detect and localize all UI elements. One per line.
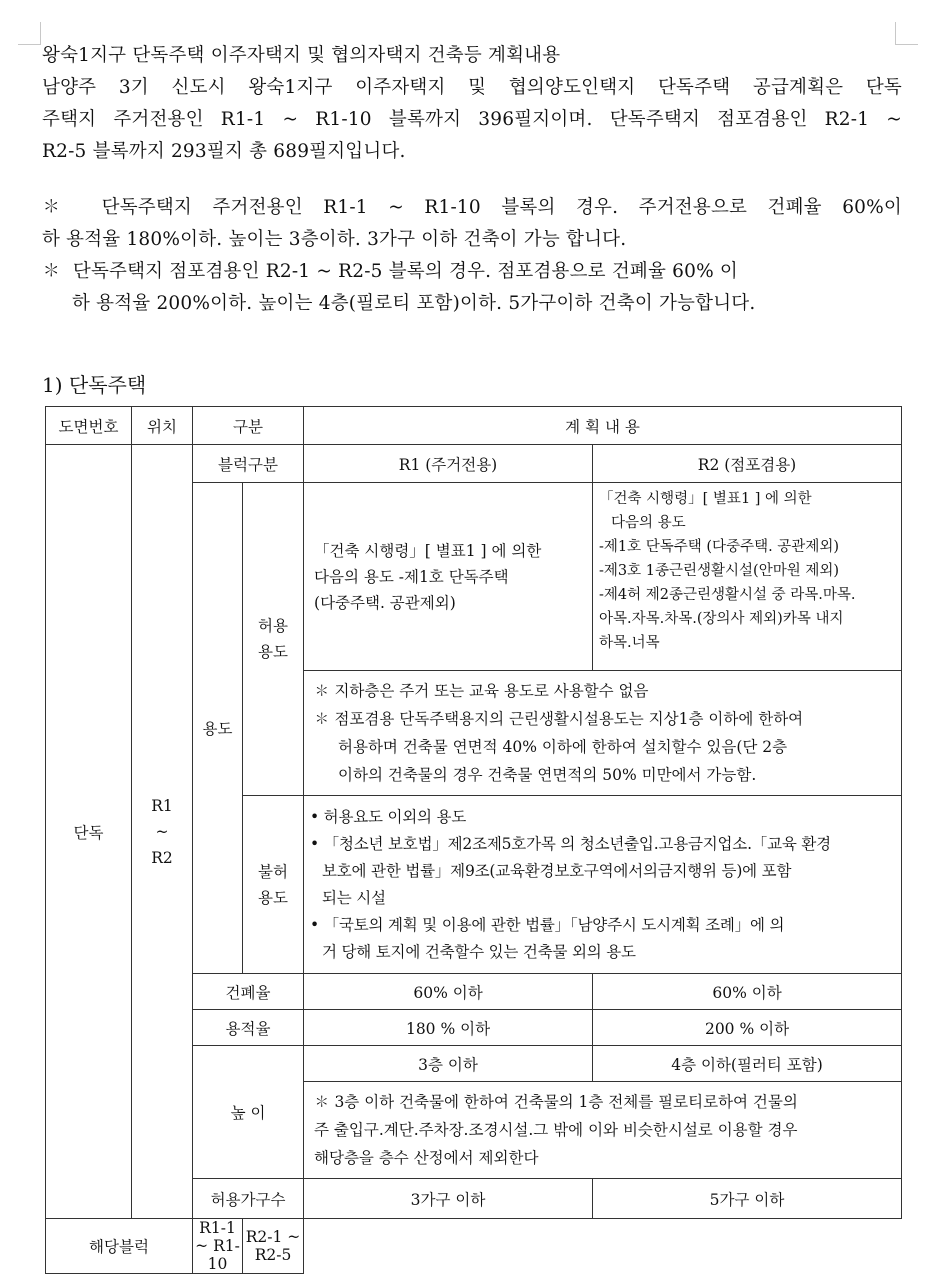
far-label: 용적율 [193,1010,304,1046]
allowed-label-line: 허용 [258,617,288,635]
households-label: 허용가구수 [193,1179,304,1219]
forbidden-line: • 「청소년 보호법」제2조제5호가목 의 청소년출입.고용금지업소.「교육 환경 [310,834,831,853]
asterisk-mark: ✽ [42,197,61,218]
height-note-cell [304,1082,902,1179]
drawing-value-cell: 단독 [46,445,132,1219]
block-r2: R2 (점포겸용) [593,445,902,483]
allowed-r2-line: 아목.자목.차목.(장의사 제외)카목 내지 [599,611,844,627]
location-line: R1 [151,796,173,815]
note-r1-text: 단독주택지 주거전용인 R1-1 ~ R1-10 블록의 경우. 주거전용으로 건폐율 60%이 [101,197,903,218]
plan-table [45,406,902,1274]
block-r1: R1 (주거전용) [304,445,593,483]
height-note-line: ✽ 3층 이하 건축물에 한하여 건축물의 1층 전체를 필로티로하여 건물의 [314,1093,798,1111]
note-r1-line: 하 용적율 180%이하. 높이는 3층이하. 3가구 이하 건축이 가능 합니다. [42,229,627,250]
households-r2: 5가구 이하 [593,1179,902,1219]
forbidden-line: 되는 시설 [322,888,386,907]
allowed-note-line: 이하의 건축물의 경우 건축물 연면적의 50% 미만에서 가능함. [338,766,757,784]
page-corner-mark-left [18,22,41,45]
allowed-r1-cell [304,483,593,671]
allowed-r2-line: -제1호 단독주택 (다중주택. 공관제외) [599,539,839,555]
document-heading: 왕숙1지구 단독주택 이주자택지 및 협의자택지 건축등 계획내용 [42,45,561,66]
use-label: 용도 [193,483,243,974]
block-label: 블럭구분 [193,445,304,483]
header-plan: 계 획 내 용 [304,407,902,445]
header-location: 위치 [132,407,193,445]
allowed-r2-line: -제4허 제2종근린생활시설 중 라목.마목. [599,587,856,603]
location-line: R2 [151,848,173,867]
allowed-note-line: ✽ 지하층은 주거 또는 교육 용도로 사용할수 없음 [314,682,649,700]
forbidden-label-line: 용도 [258,888,288,907]
intro-paragraph-line: 남양주 3기 신도시 왕숙1지구 이주자택지 및 협의양도인택지 단독주택 공급계획은 단독 [42,77,902,98]
blocks-r1: R1-1 ~ R1-10 [193,1219,243,1274]
far-r1: 180 % 이하 [304,1010,593,1046]
height-label: 높 이 [193,1046,304,1179]
header-drawing-no: 도면번호 [46,407,132,445]
table-header-row [46,407,902,445]
allowed-notes-cell [304,671,902,796]
forbidden-line: 거 당해 토지에 건축할수 있는 건축물 외의 용도 [322,942,636,961]
section-title: 1) 단독주택 [42,373,147,397]
height-note-line: 주 출입구.계단.주차장.조경시설.그 밖에 이와 비슷한시설로 이용할 경우 [314,1121,798,1139]
note-r2-line [42,256,902,288]
height-note-text [304,1082,901,1178]
forbidden-line: • 허용요도 이외의 용도 [310,807,467,826]
forbidden-label-text [243,859,303,911]
allowed-r1-text [304,532,592,622]
allowed-r2-line: 하목.너목 [599,635,660,651]
allowed-r1-line: (다중주택. 공관제외) [314,593,456,612]
blocks-r2: R2-1 ~ R2-5 [243,1219,304,1274]
intro-paragraph-line: 주택지 주거전용인 R1-1 ~ R1-10 블록까지 396필지이며. 단독주택지 점포겸용인 R2-1 ~ [42,109,902,130]
allowed-r2-line: -제3호 1종근린생활시설(안마원 제외) [599,563,839,579]
allowed-r1-line: 다음의 용도 -제1호 단독주택 [314,567,509,586]
allowed-notes-text [304,671,901,795]
forbidden-text [304,798,901,972]
coverage-label: 건폐율 [193,974,304,1010]
table-row-blocks [46,1219,902,1274]
height-r2: 4층 이하(필러티 포함) [593,1046,902,1082]
height-note-line: 해당층을 층수 산정에서 제외한다 [314,1149,539,1167]
allowed-r1-line: 「건축 시행령」[ 별표1 ] 에 의한 [314,541,542,560]
blocks-label: 해당블럭 [46,1219,193,1274]
spacer [42,168,902,192]
asterisk-mark: ✽ [42,261,61,282]
households-r1: 3가구 이하 [304,1179,593,1219]
location-text [132,793,192,871]
forbidden-line: 보호에 관한 법률」제9조(교육환경보호구역에서의금지행위 등)에 포함 [322,861,792,880]
location-cell [132,445,193,1219]
coverage-r2: 60% 이하 [593,974,902,1010]
allowed-r2-cell [593,483,902,671]
allowed-r2-line: 다음의 용도 [611,515,686,531]
allowed-label-line: 용도 [258,643,288,661]
intro-section [42,40,902,320]
note-r2-line: 하 용적율 200%이하. 높이는 4층(필로티 포함)이하. 5가구이하 건축이 가능합니다. [72,293,756,314]
intro-paragraph-line: R2-5 블록까지 293필지 총 689필지입니다. [42,141,406,162]
allowed-r2-line: 「건축 시행령」[ 별표1 ] 에 의한 [599,491,812,507]
allowed-label [243,483,304,796]
allowed-label-text [243,613,303,665]
coverage-r1: 60% 이하 [304,974,593,1010]
forbidden-label-line: 불허 [258,862,288,881]
note-r1-line [42,192,902,224]
table-row-block [46,445,902,483]
allowed-note-line: ✽ 점포겸용 단독주택용지의 근린생활시설용도는 지상1층 이하에 한하여 [314,710,804,728]
forbidden-cell [304,796,902,974]
forbidden-line: • 「국토의 계획 및 이용에 관한 법률」「남양주시 도시계획 조례」에 의 [310,915,785,934]
location-line: ~ [155,822,169,841]
header-category: 구분 [193,407,304,445]
forbidden-label [243,796,304,974]
allowed-r2-text [593,483,901,659]
note-r2-text: 단독주택지 점포겸용인 R2-1 ~ R2-5 블록의 경우. 점포겸용으로 건폐율 60% 이 [72,261,739,282]
height-r1: 3층 이하 [304,1046,593,1082]
allowed-note-line: 허용하며 건축물 연면적 40% 이하에 한하여 설치할수 있음(단 2층 [338,738,788,756]
far-r2: 200 % 이하 [593,1010,902,1046]
